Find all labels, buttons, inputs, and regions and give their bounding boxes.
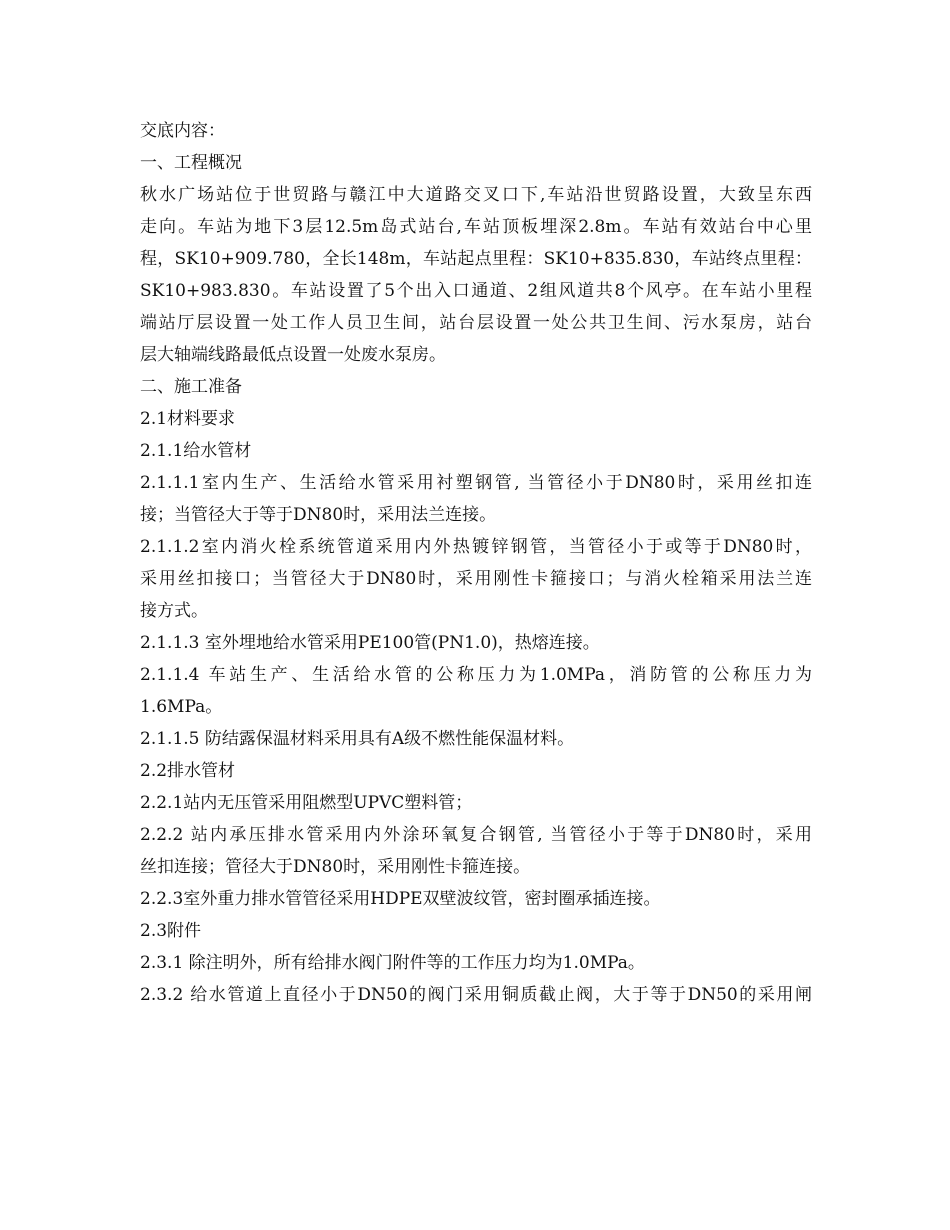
paragraph-line: 采用丝扣接口；当管径大于DN80时，采用刚性卡箍接口；与消火栓箱采用法兰连 xyxy=(140,569,812,589)
paragraph-line: 2.1.1.2室内消火栓系统管道采用内外热镀锌钢管，当管径小于或等于DN80时， xyxy=(140,537,812,557)
section-heading-project-overview: 一、工程概况 xyxy=(140,153,242,173)
paragraph-line: 2.2.3室外重力排水管管径采用HDPE双壁波纹管，密封圈承插连接。 xyxy=(140,889,661,909)
heading-disclosure-content: 交底内容： xyxy=(140,121,225,141)
paragraph-line: 程，SK10+909.780，全长148m，车站起点里程：SK10+835.830，车站终点里程： xyxy=(140,249,812,269)
paragraph-line: 层大轴端线路最低点设置一处废水泵房。 xyxy=(140,345,446,365)
paragraph-line: 端站厅层设置一处工作人员卫生间，站台层设置一处公共卫生间、污水泵房，站台 xyxy=(140,313,812,333)
paragraph-line: 2.1.1.5 防结露保温材料采用具有A级不燃性能保温材料。 xyxy=(140,729,575,749)
subsection-heading: 2.3附件 xyxy=(140,921,202,941)
subsection-heading: 2.2排水管材 xyxy=(140,761,236,781)
subsection-heading: 2.1材料要求 xyxy=(140,409,236,429)
document-page xyxy=(140,115,812,1011)
paragraph-line: 2.1.1.3 室外埋地给水管采用PE100管(PN1.0)，热熔连接。 xyxy=(140,633,600,653)
paragraph-line: 2.1.1.4 车站生产、生活给水管的公称压力为1.0MPa，消防管的公称压力为 xyxy=(140,665,812,685)
paragraph-line: 2.1.1.1室内生产、生活给水管采用衬塑钢管, 当管径小于DN80时，采用丝扣连 xyxy=(140,473,812,493)
subsection-heading: 2.1.1给水管材 xyxy=(140,441,252,461)
paragraph-line: 走向。车站为地下3层12.5m岛式站台,车站顶板埋深2.8m。车站有效站台中心里 xyxy=(140,217,812,237)
section-heading-construction-prep: 二、施工准备 xyxy=(140,377,242,397)
paragraph-line: 接方式。 xyxy=(140,601,208,621)
paragraph-line: 2.2.2 站内承压排水管采用内外涂环氧复合钢管, 当管径小于等于DN80时，采用 xyxy=(140,825,812,845)
paragraph-line: 1.6MPa。 xyxy=(140,697,223,717)
paragraph-line: SK10+983.830。车站设置了5个出入口通道、2组风道共8个风亭。在车站小里程 xyxy=(140,281,812,301)
paragraph-line: 2.3.1 除注明外，所有给排水阀门附件等的工作压力均为1.0MPa。 xyxy=(140,953,645,973)
paragraph-line: 2.2.1站内无压管采用阻燃型UPVC塑料管； xyxy=(140,793,473,813)
paragraph-line: 接；当管径大于等于DN80时，采用法兰连接。 xyxy=(140,505,497,525)
paragraph-line: 2.3.2 给水管道上直径小于DN50的阀门采用铜质截止阀，大于等于DN50的采用闸 xyxy=(140,985,812,1005)
paragraph-line: 秋水广场站位于世贸路与赣江中大道路交叉口下,车站沿世贸路设置，大致呈东西 xyxy=(140,185,812,205)
paragraph-line: 丝扣连接；管径大于DN80时，采用刚性卡箍连接。 xyxy=(140,857,531,877)
